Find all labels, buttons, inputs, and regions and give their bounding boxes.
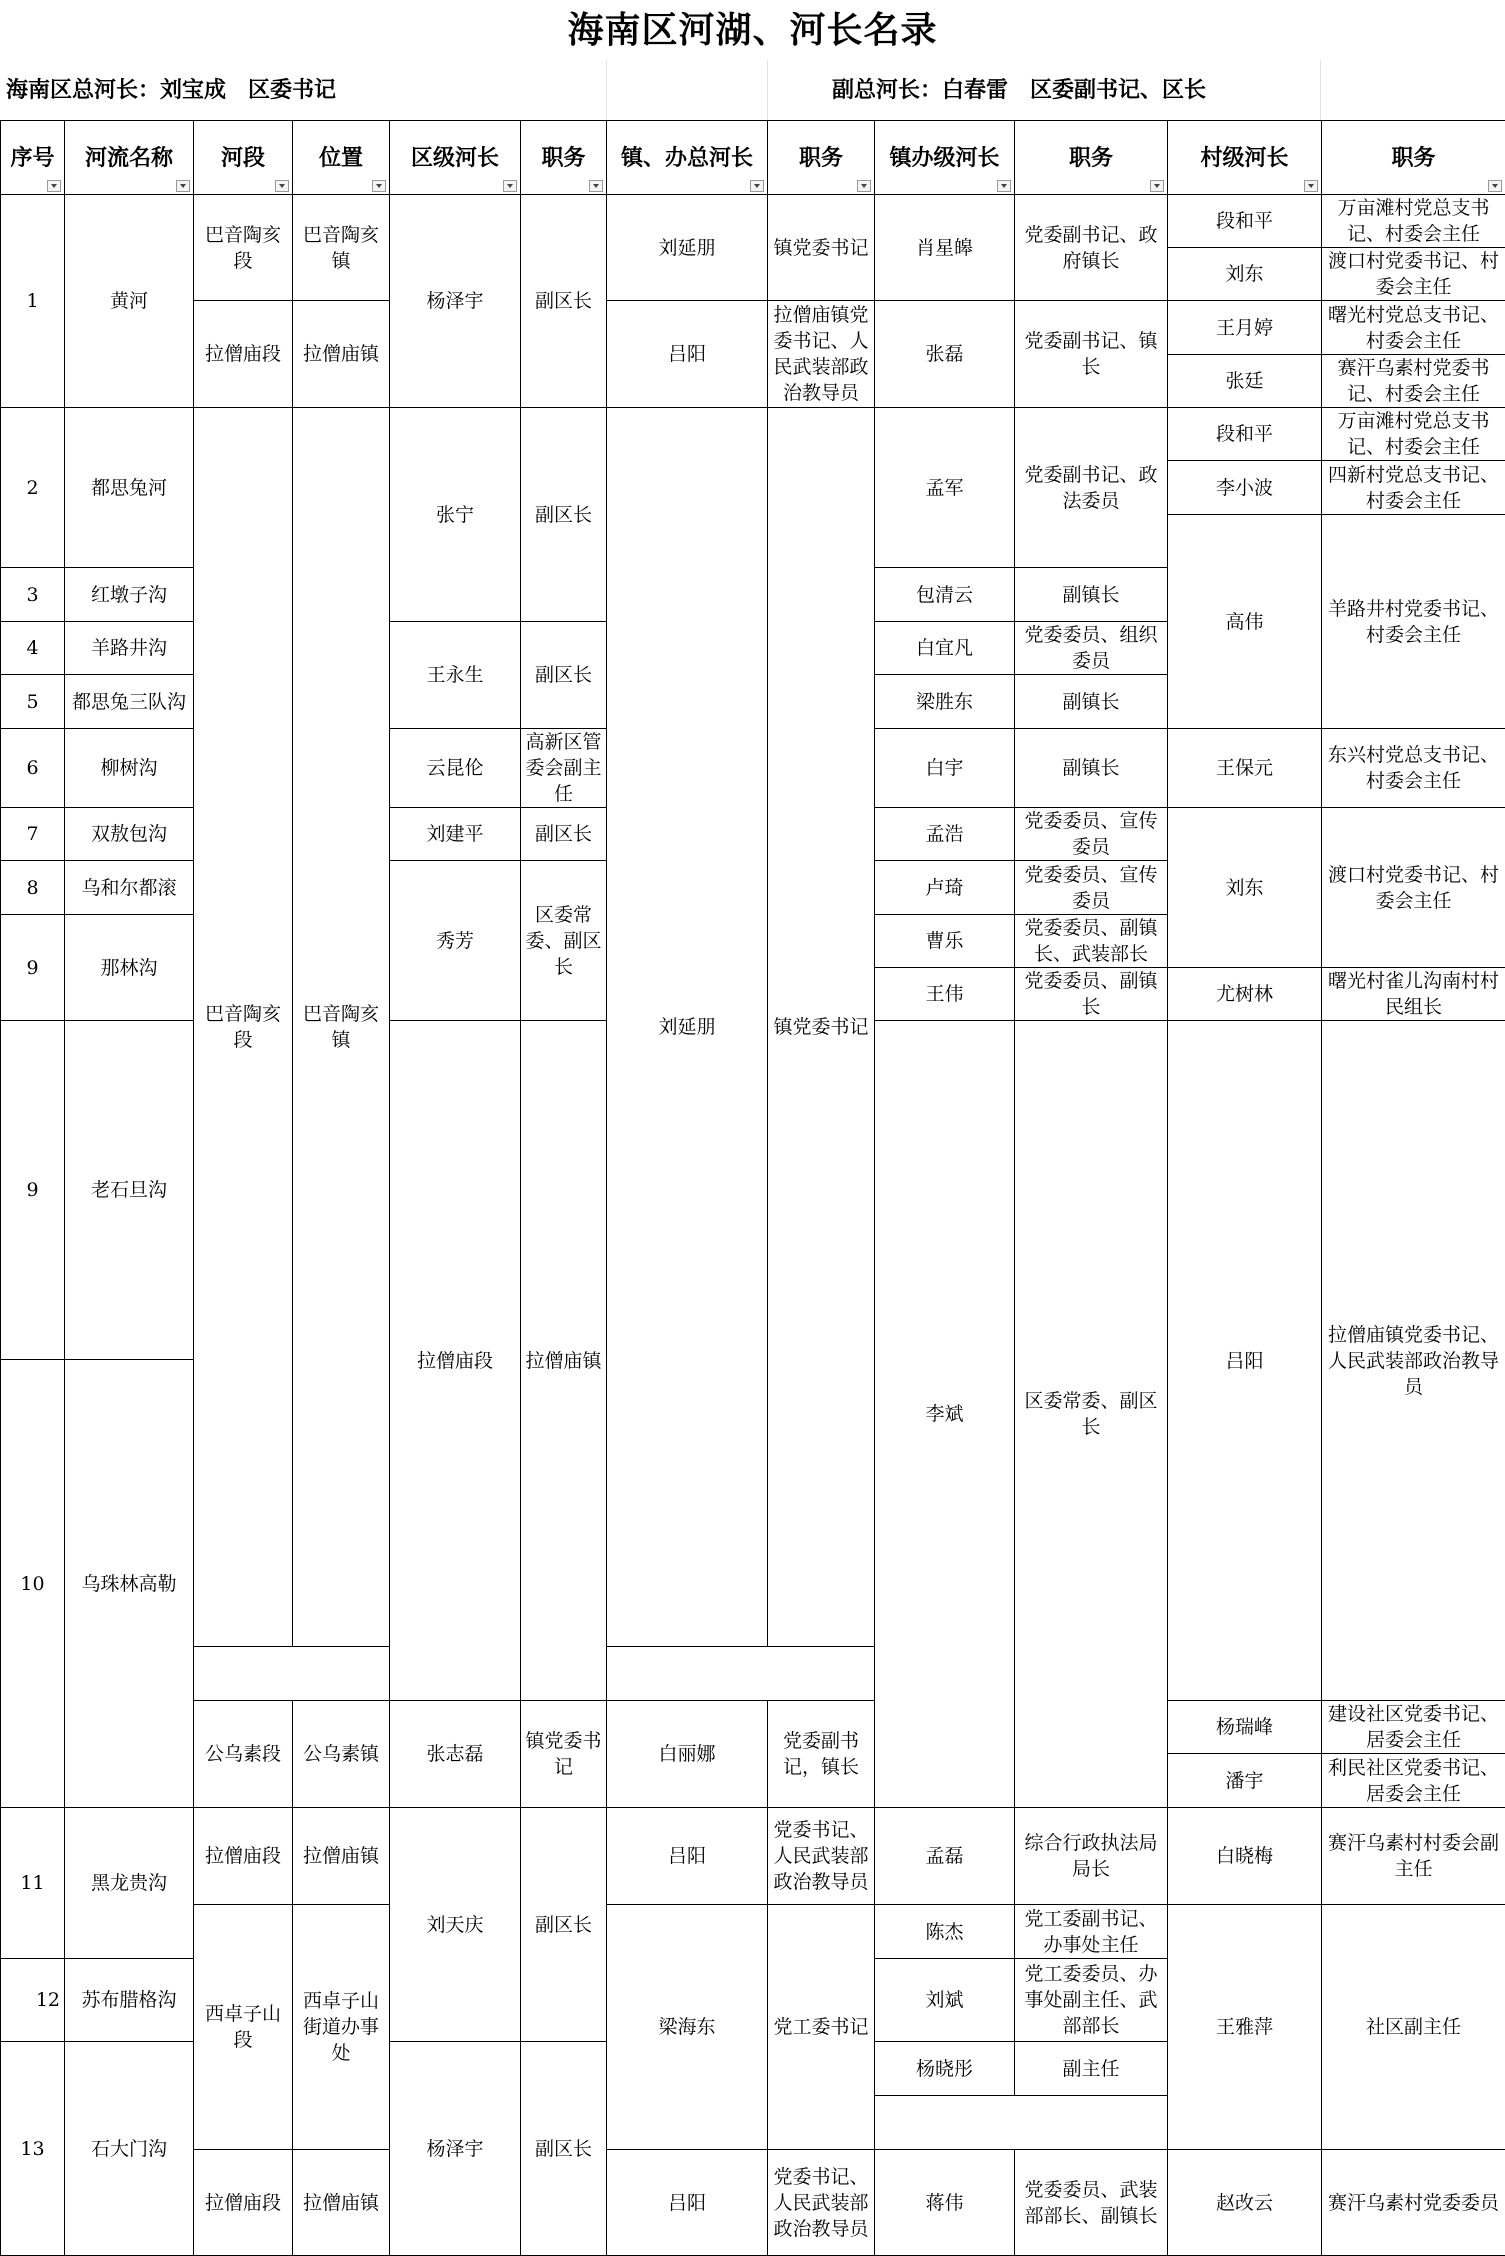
table-cell: 6 — [1, 729, 65, 808]
table-cell: 那林沟 — [65, 915, 194, 1021]
table-cell: 党委委员、武装部部长、副镇长 — [1015, 2150, 1168, 2256]
table-cell: 党委副书记、政法委员 — [1015, 408, 1168, 568]
table-cell: 白丽娜 — [607, 1701, 768, 1808]
column-header-label: 职务 — [541, 145, 585, 171]
column-header — [293, 121, 390, 195]
table-cell: 曙光村雀儿沟南村村民组长 — [1322, 968, 1505, 1021]
table-row — [1, 2150, 1505, 2203]
table-cell: 西卓子山段 — [194, 1905, 293, 2150]
table-cell: 王永生 — [390, 622, 521, 729]
column-header — [875, 121, 1015, 195]
table-cell: 杨泽宇 — [390, 2042, 521, 2256]
table-cell: 社区副主任 — [1322, 1905, 1505, 2150]
table-cell: 拉僧庙段 — [194, 2150, 293, 2256]
table-cell: 拉僧庙段 — [194, 301, 293, 408]
table-cell: 巴音陶亥镇 — [293, 195, 390, 301]
table-cell: 李小波 — [1168, 461, 1322, 515]
table-cell: 8 — [1, 861, 65, 915]
table-row — [1, 195, 1505, 248]
table-cell: 公乌素镇 — [293, 1701, 390, 1808]
filter-dropdown-icon[interactable] — [176, 180, 190, 192]
table-cell: 段和平 — [1168, 195, 1322, 248]
table-cell: 吕阳 — [607, 2150, 768, 2256]
table-cell: 吕阳 — [607, 1808, 768, 1905]
table-cell: 蒋伟 — [875, 2150, 1015, 2256]
table-cell: 东兴村党总支书记、村委会主任 — [1322, 729, 1505, 808]
table-cell: 云昆伦 — [390, 729, 521, 808]
table-cell: 综合行政执法局局长 — [1015, 1808, 1168, 1905]
table-cell: 10 — [1, 1360, 65, 1808]
table-row — [1, 1808, 1505, 1861]
column-header-label: 序号 — [10, 145, 54, 171]
table-cell: 都思兔三队沟 — [65, 675, 194, 729]
table-cell: 黄河 — [65, 195, 194, 408]
deputy-chief-river-chief: 副总河长：白春雷 区委副书记、区长 — [832, 60, 1206, 120]
table-cell: 张志磊 — [390, 1701, 521, 1808]
filter-dropdown-icon[interactable] — [275, 180, 289, 192]
column-header-label: 区级河长 — [411, 145, 499, 171]
table-cell: 副区长 — [521, 622, 607, 729]
table-cell: 张廷 — [1168, 355, 1322, 408]
table-cell: 杨瑞峰 — [1168, 1701, 1322, 1754]
table-cell: 拉僧庙镇 — [293, 2150, 390, 2256]
table-cell: 杨泽宇 — [390, 195, 521, 408]
table-cell: 曙光村党总支书记、村委会主任 — [1322, 301, 1505, 355]
table-cell: 赛汗乌素村党委书记、村委会主任 — [1322, 355, 1505, 408]
table-cell: 11 — [1, 1808, 65, 1959]
table-cell: 赛汗乌素村村委会副主任 — [1322, 1808, 1505, 1905]
table-cell: 4 — [1, 622, 65, 675]
table-body — [1, 195, 1505, 2256]
table-cell: 13 — [1, 2042, 65, 2256]
table-cell: 镇党委书记 — [521, 1701, 607, 1808]
table-cell: 区委常委、副区长 — [1015, 1021, 1168, 1808]
table-cell: 公乌素段 — [194, 1701, 293, 1808]
column-header — [1322, 121, 1505, 195]
table-cell: 石大门沟 — [65, 2042, 194, 2256]
table-cell: 高伟 — [1168, 515, 1322, 729]
summary-divider — [606, 60, 607, 120]
filter-dropdown-icon[interactable] — [857, 180, 871, 192]
table-cell: 3 — [1, 568, 65, 622]
table-cell: 渡口村党委书记、村委会主任 — [1322, 808, 1505, 968]
table-cell: 拉僧庙段 — [390, 1021, 521, 1701]
table-cell: 党委副书记、政府镇长 — [1015, 195, 1168, 301]
table-cell: 2 — [1, 408, 65, 568]
table-cell: 双敖包沟 — [65, 808, 194, 861]
column-header — [607, 121, 768, 195]
table-cell: 柳树沟 — [65, 729, 194, 808]
filter-dropdown-icon[interactable] — [1304, 180, 1318, 192]
column-header-label: 河流名称 — [85, 145, 173, 171]
table-cell: 副区长 — [521, 808, 607, 861]
table-cell: 拉僧庙镇党委书记、人民武装部政治教导员 — [768, 301, 875, 408]
column-header-label: 镇办级河长 — [889, 145, 999, 171]
chief-river-chief: 海南区总河长：刘宝成 区委书记 — [6, 60, 336, 120]
column-header — [390, 121, 521, 195]
table-cell: 5 — [1, 675, 65, 729]
table-cell: 拉僧庙镇 — [521, 1021, 607, 1701]
table-cell: 副镇长 — [1015, 568, 1168, 622]
table-cell: 副镇长 — [1015, 729, 1168, 808]
table-cell: 刘延朋 — [607, 408, 768, 1647]
document-title: 海南区河湖、河长名录 — [0, 0, 1505, 60]
table-cell: 孟军 — [875, 408, 1015, 568]
table-cell: 黑龙贵沟 — [65, 1808, 194, 1959]
table-cell: 白晓梅 — [1168, 1808, 1322, 1905]
table-cell: 副区长 — [521, 1808, 607, 2042]
filter-dropdown-icon[interactable] — [997, 180, 1011, 192]
table-cell: 都思兔河 — [65, 408, 194, 568]
table-cell: 镇党委书记 — [768, 408, 875, 1647]
table-cell: 张宁 — [390, 408, 521, 622]
table-cell: 刘斌 — [875, 1959, 1015, 2042]
table-cell: 利民社区党委书记、居委会主任 — [1322, 1754, 1505, 1808]
table-cell: 吕阳 — [1168, 1021, 1322, 1701]
column-header — [65, 121, 194, 195]
column-header — [1015, 121, 1168, 195]
header-row — [1, 121, 1505, 195]
column-header — [768, 121, 875, 195]
filter-dropdown-icon[interactable] — [750, 180, 764, 192]
table-cell: 王伟 — [875, 968, 1015, 1021]
table-cell: 苏布腊格沟 — [65, 1959, 194, 2042]
table-cell: 党委副书记，镇长 — [768, 1701, 875, 1808]
table-cell: 杨晓彤 — [875, 2042, 1015, 2096]
table-cell: 王月婷 — [1168, 301, 1322, 355]
column-header-label: 职务 — [1069, 145, 1113, 171]
column-header-label: 镇、办总河长 — [621, 145, 753, 171]
table-cell: 西卓子山街道办事处 — [293, 1905, 390, 2150]
table-cell: 党工委书记 — [768, 1905, 875, 2150]
table-row — [1, 1701, 1505, 1754]
table-cell: 党委副书记、镇长 — [1015, 301, 1168, 408]
river-chief-table — [0, 120, 1505, 2256]
table-cell: 镇党委书记 — [768, 195, 875, 301]
table-cell: 巴音陶亥镇 — [293, 408, 390, 1647]
table-cell: 副区长 — [521, 408, 607, 622]
table-cell: 刘东 — [1168, 808, 1322, 968]
table-cell: 党委书记、人民武装部政治教导员 — [768, 2150, 875, 2256]
table-cell: 段和平 — [1168, 408, 1322, 461]
table-cell: 7 — [1, 808, 65, 861]
table-cell: 四新村党总支书记、村委会主任 — [1322, 461, 1505, 515]
table-cell: 白宇 — [875, 729, 1015, 808]
column-header — [194, 121, 293, 195]
table-cell: 尤树林 — [1168, 968, 1322, 1021]
table-row — [1, 301, 1505, 355]
table-cell: 拉僧庙镇 — [293, 1808, 390, 1905]
table-cell: 王保元 — [1168, 729, 1322, 808]
table-cell: 拉僧庙镇 — [293, 301, 390, 408]
table-cell: 党工委副书记、办事处主任 — [1015, 1905, 1168, 1959]
table-cell: 梁海东 — [607, 1905, 768, 2150]
table-cell: 巴音陶亥段 — [194, 408, 293, 1647]
table-cell: 党工委委员、办事处副主任、武部部长 — [1015, 1959, 1168, 2042]
filter-dropdown-icon[interactable] — [47, 180, 61, 192]
table-cell: 包清云 — [875, 568, 1015, 622]
table-cell: 副镇长 — [1015, 675, 1168, 729]
filter-dropdown-icon[interactable] — [1150, 180, 1164, 192]
table-cell: 渡口村党委书记、村委会主任 — [1322, 248, 1505, 301]
table-cell: 潘宇 — [1168, 1754, 1322, 1808]
table-cell: 秀芳 — [390, 861, 521, 1021]
table-cell: 赵改云 — [1168, 2150, 1322, 2256]
table-cell: 肖星皞 — [875, 195, 1015, 301]
table-row — [1, 1905, 1505, 1959]
column-header-label: 职务 — [799, 145, 843, 171]
column-header — [1168, 121, 1322, 195]
table-cell: 梁胜东 — [875, 675, 1015, 729]
table-cell: 吕阳 — [607, 301, 768, 408]
table-cell: 万亩滩村党总支书记、村委会主任 — [1322, 408, 1505, 461]
table-cell: 1 — [1, 195, 65, 408]
table-cell: 巴音陶亥段 — [194, 195, 293, 301]
column-header-label: 职务 — [1391, 145, 1435, 171]
table-cell: 副区长 — [521, 2042, 607, 2256]
table-cell: 羊路井村党委书记、村委会主任 — [1322, 515, 1505, 729]
filter-dropdown-icon[interactable] — [503, 180, 517, 192]
table-cell: 9 — [1, 915, 65, 1021]
table-cell: 区委常委、副区长 — [521, 861, 607, 1021]
table-cell: 羊路井沟 — [65, 622, 194, 675]
column-header — [1, 121, 65, 195]
table-cell: 拉僧庙段 — [194, 1808, 293, 1905]
table-cell: 王雅萍 — [1168, 1905, 1322, 2150]
table-cell: 党委书记、人民武装部政治教导员 — [768, 1808, 875, 1905]
filter-dropdown-icon[interactable] — [372, 180, 386, 192]
table-cell: 乌和尔都滚 — [65, 861, 194, 915]
column-header-label: 村级河长 — [1200, 145, 1288, 171]
table-cell: 副主任 — [1015, 2042, 1168, 2096]
summary-divider — [767, 60, 768, 120]
table-cell: 党委委员、副镇长、武装部长 — [1015, 915, 1168, 968]
table-cell: 高新区管委会副主任 — [521, 729, 607, 808]
table-cell: 党委委员、副镇长 — [1015, 968, 1168, 1021]
column-header — [521, 121, 607, 195]
table-cell: 刘建平 — [390, 808, 521, 861]
table-cell: 刘东 — [1168, 248, 1322, 301]
table-cell: 乌珠林高勒 — [65, 1360, 194, 1808]
filter-dropdown-icon[interactable] — [1488, 180, 1502, 192]
filter-dropdown-icon[interactable] — [589, 180, 603, 192]
table-cell: 孟浩 — [875, 808, 1015, 861]
table-cell: 红墩子沟 — [65, 568, 194, 622]
column-header-label: 位置 — [319, 145, 363, 171]
table-cell: 白宜凡 — [875, 622, 1015, 675]
table-cell: 刘延朋 — [607, 195, 768, 301]
table-cell: 刘天庆 — [390, 1808, 521, 2042]
table-cell: 拉僧庙镇党委书记、人民武装部政治教导员 — [1322, 1021, 1505, 1701]
table-cell: 曹乐 — [875, 915, 1015, 968]
table-cell: 副区长 — [521, 195, 607, 408]
table-cell: 李斌 — [875, 1021, 1015, 1808]
summary-divider — [1320, 60, 1321, 120]
table-cell: 老石旦沟 — [65, 1021, 194, 1360]
table-cell: 9 — [1, 1021, 65, 1360]
table-row — [1, 408, 1505, 461]
table-cell: 12 — [1, 1959, 65, 2042]
table-cell: 建设社区党委书记、居委会主任 — [1322, 1701, 1505, 1754]
table-cell: 孟磊 — [875, 1808, 1015, 1905]
table-cell: 张磊 — [875, 301, 1015, 408]
table-cell: 万亩滩村党总支书记、村委会主任 — [1322, 195, 1505, 248]
table-cell: 卢琦 — [875, 861, 1015, 915]
table-cell: 党委委员、宣传委员 — [1015, 808, 1168, 861]
table-cell: 党委委员、组织委员 — [1015, 622, 1168, 675]
column-header-label: 河段 — [221, 145, 265, 171]
table-cell: 陈杰 — [875, 1905, 1015, 1959]
table-cell: 党委委员、宣传委员 — [1015, 861, 1168, 915]
table-cell: 赛汗乌素村党委委员 — [1322, 2150, 1505, 2256]
